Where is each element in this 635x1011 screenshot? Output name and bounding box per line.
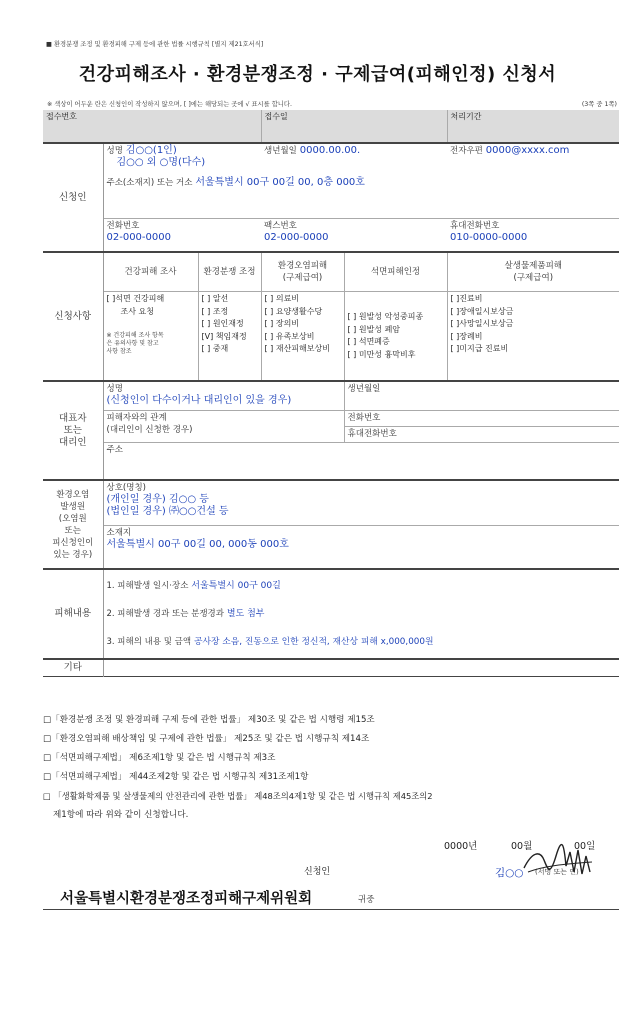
rep-mobile-label: 휴대전화번호 <box>347 429 397 439</box>
col-product-line2: (구제급여) <box>513 273 554 283</box>
request-section-label: 신청사항 <box>43 252 103 381</box>
polluter-label: (오염원 <box>58 513 87 524</box>
rep-name-note[interactable]: (신청인이 다수이거나 대리인이 있을 경우) <box>106 395 292 406</box>
rep-label-3: 대리인 <box>58 436 87 448</box>
mobile-value[interactable]: 010-0000-0000 <box>450 232 528 243</box>
form-reference: ■ 환경분쟁 조정 및 환경피해 구제 등에 관한 법률 시행규칙 [별지 제21호서식] <box>46 41 264 48</box>
address-value[interactable]: 서울특별시 00구 00길 00, 0층 000호 <box>195 177 365 188</box>
damage-item-2-value[interactable]: 별도 첨부 <box>226 609 265 619</box>
fax-value[interactable]: 02-000-0000 <box>264 232 329 243</box>
company-label: 상호(명칭) <box>106 483 146 493</box>
mobile-label: 휴대전화번호 <box>450 221 500 231</box>
page-title: 건강피해조사 · 환경분쟁조정 · 구제급여(피해인정) 신청서 <box>78 64 557 85</box>
health-option-2: 조사 요청 <box>120 306 154 316</box>
relief-option[interactable]: [ ] 요양생활수당 <box>264 306 323 316</box>
polluter-label: 또는 <box>64 525 81 536</box>
health-note-3: 사항 참조 <box>106 348 132 355</box>
law-checkbox-1[interactable]: □「환경분쟁 조정 및 환경피해 구제 등에 관한 법률」 제30조 및 같은 법 시행령 제15조 <box>43 715 375 725</box>
polluter-label: 있는 경우) <box>53 549 93 560</box>
relief-option[interactable]: [ ] 재산피해보상비 <box>264 344 330 353</box>
rep-relation-note[interactable]: (대리인이 신청한 경우) <box>106 425 193 435</box>
application-form <box>43 110 619 677</box>
applicant-name-1[interactable]: 김○○(1인) <box>125 145 177 156</box>
health-option-1[interactable]: [ ]석면 건강피해 <box>106 294 165 303</box>
damage-row <box>43 569 619 659</box>
dispute-option[interactable]: [ ] 원인재정 <box>201 319 244 328</box>
health-note <box>107 332 195 356</box>
polluter-label: 발생원 <box>60 501 86 512</box>
dispute-option[interactable]: [ ] 중재 <box>201 344 229 353</box>
email-value[interactable]: 0000@xxxx.com <box>485 145 570 156</box>
polluter-label: 피신청인이 <box>52 537 94 548</box>
rep-relation-row <box>43 411 619 427</box>
product-option[interactable]: [ ]진료비 <box>450 294 483 303</box>
rep-phone-label: 전화번호 <box>347 413 381 423</box>
date-day[interactable]: 00일 <box>574 841 596 852</box>
birth-label: 생년월일 <box>264 146 297 156</box>
date-month[interactable]: 00월 <box>511 841 533 852</box>
damage-section-label: 피해내용 <box>43 569 103 659</box>
damage-item-3 <box>107 628 617 656</box>
processing-period-cell: 처리기간 <box>447 110 619 143</box>
polluter-location-row <box>43 526 619 570</box>
dispute-option[interactable]: [V] 책임재정 <box>201 331 247 341</box>
asbestos-option[interactable]: [ ] 원발성 폐암 <box>347 324 401 334</box>
email-label: 전자우편 <box>450 146 483 156</box>
name-label: 성명 <box>106 146 123 156</box>
asbestos-option[interactable]: [ ] 미만성 흉막비후 <box>347 349 416 359</box>
col-relief-line1: 환경오염피해 <box>277 261 328 271</box>
applicant-name-2[interactable]: 김○○ 외 ○명(다수) <box>116 157 206 168</box>
rep-birth-label: 생년월일 <box>347 384 381 394</box>
damage-item-3-label: 3. 피해의 내용 및 금액 <box>106 637 192 647</box>
applicant-section-label: 신청인 <box>43 143 103 252</box>
damage-item-3-value[interactable]: 공사장 소음, 진동으로 인한 정신적, 재산상 피해 x,000,000원 <box>193 637 434 647</box>
col-product-line1: 살생물제품피해 <box>504 261 563 271</box>
col-asbestos: 석면피해인정 <box>344 252 447 292</box>
damage-item-1 <box>107 572 617 600</box>
dispute-option[interactable]: [ ] 알선 <box>201 294 229 303</box>
relief-options <box>261 292 344 382</box>
dispute-option[interactable]: [ ] 조정 <box>201 306 229 316</box>
law-closing-text: 제1항에 따라 위와 같이 신청합니다. <box>53 810 189 820</box>
asbestos-option[interactable]: [ ] 원발성 악성중피종 <box>347 312 424 321</box>
polluter-label: 환경오염 <box>56 489 90 500</box>
request-options-row <box>43 292 619 382</box>
asbestos-options <box>344 292 447 382</box>
office-use-row <box>43 110 619 143</box>
birth-value[interactable]: 0000.00.00. <box>299 145 361 156</box>
other-label: 기타 <box>43 659 103 677</box>
relief-option[interactable]: [ ] 유족보상비 <box>264 331 315 341</box>
rep-label-2: 또는 <box>63 424 82 436</box>
company-value-1[interactable]: (개인일 경우) 김○○ 등 <box>106 494 209 505</box>
damage-item-2 <box>107 600 617 628</box>
rep-address-label: 주소 <box>106 445 123 455</box>
col-health: 건강피해 조사 <box>124 267 177 277</box>
product-option[interactable]: [ ]미지급 진료비 <box>450 344 509 353</box>
law-checkbox-4[interactable]: □「석면피해구제법」 제44조제2항 및 같은 법 시행규칙 제31조제1항 <box>43 772 309 782</box>
phone-value[interactable]: 02-000-0000 <box>106 232 171 243</box>
product-option[interactable]: [ ]장애일시보상금 <box>450 306 514 316</box>
dispute-options <box>198 292 261 382</box>
signature-scribble <box>520 842 596 880</box>
relief-option[interactable]: [ ] 장의비 <box>264 319 300 328</box>
damage-item-1-value[interactable]: 서울특별시 00구 00길 <box>191 581 281 591</box>
health-note-2: 은 유의사항 및 참고 <box>106 340 159 347</box>
asbestos-option[interactable]: [ ] 석면폐증 <box>347 337 390 346</box>
fax-label: 팩스번호 <box>264 221 297 231</box>
applicant-sign-name[interactable]: 김○○ <box>495 867 524 879</box>
date-year[interactable]: 0000년 <box>444 841 478 852</box>
col-dispute: 환경분쟁 조정 <box>198 252 261 292</box>
applicant-name-row <box>43 143 619 176</box>
legal-basis-list <box>43 711 623 825</box>
applicant-sign-label: 신청인 <box>304 867 331 877</box>
sign-note: (서명 또는 인) <box>535 868 579 876</box>
receipt-date-cell: 접수일 <box>261 110 447 143</box>
law-checkbox-3[interactable]: □「석면피해구제법」 제6조제1항 및 같은 법 시행규칙 제3조 <box>43 753 276 763</box>
other-value[interactable] <box>103 659 619 677</box>
polluter-section-label <box>43 480 103 569</box>
law-checkbox-5[interactable]: □ 「생활화학제품 및 살생물제의 안전관리에 관한 법률」 제48조의4제1항 및 같은 법 시행규칙 제45조의2 <box>43 791 433 801</box>
product-option[interactable]: [ ]사망일시보상금 <box>450 319 514 328</box>
location-label: 소재지 <box>106 528 132 538</box>
rep-name-label: 성명 <box>106 384 123 394</box>
instruction-note: ※ 색상이 어두운 란은 신청인이 작성하지 않으며, [ ]에는 해당되는 곳에 √ 표시를 합니다. <box>47 101 292 108</box>
col-relief-line2: (구제급여) <box>282 273 323 283</box>
rep-relation-label: 피해자와의 관계 <box>106 413 167 423</box>
recipient-name: 서울특별시환경분쟁조정피해구제위원회 <box>60 891 313 907</box>
page-count: (3쪽 중 1쪽) <box>581 101 617 108</box>
relief-option[interactable]: [ ] 의료비 <box>264 294 300 303</box>
product-option[interactable]: [ ]장례비 <box>450 331 483 341</box>
other-row <box>43 659 619 677</box>
rep-address-row <box>43 443 619 481</box>
col-product <box>447 252 619 292</box>
rep-name-row <box>43 381 619 411</box>
health-options <box>103 292 198 382</box>
applicant-address-row <box>43 176 619 219</box>
recipient-suffix: 귀중 <box>358 895 375 905</box>
company-value-2[interactable]: (법인일 경우) ㈜○○건설 등 <box>106 506 229 517</box>
law-checkbox-2[interactable]: □「환경오염피해 배상책임 및 구제에 관한 법률」 제25조 및 같은 법 시행규칙 제14조 <box>43 734 370 744</box>
col-relief <box>261 252 344 292</box>
product-options <box>447 292 619 382</box>
health-note-1: ※ 건강피해 조사 항목 <box>106 332 164 339</box>
request-header-row <box>43 252 619 292</box>
receipt-number-cell: 접수번호 <box>43 110 261 143</box>
rep-section-label <box>43 381 103 480</box>
rep-label-1: 대표자 <box>58 412 87 424</box>
bottom-rule <box>43 909 619 910</box>
applicant-phone-row <box>43 219 619 252</box>
phone-label: 전화번호 <box>106 221 140 231</box>
damage-item-2-label: 2. 피해발생 경과 또는 분쟁경과 <box>106 609 224 619</box>
location-value[interactable]: 서울특별시 00구 00길 00, 000동 000호 <box>106 539 289 550</box>
polluter-company-row <box>43 480 619 526</box>
address-label: 주소(소재지) 또는 거소 <box>106 178 193 188</box>
damage-item-1-label: 1. 피해발생 일시·장소 <box>106 581 189 591</box>
